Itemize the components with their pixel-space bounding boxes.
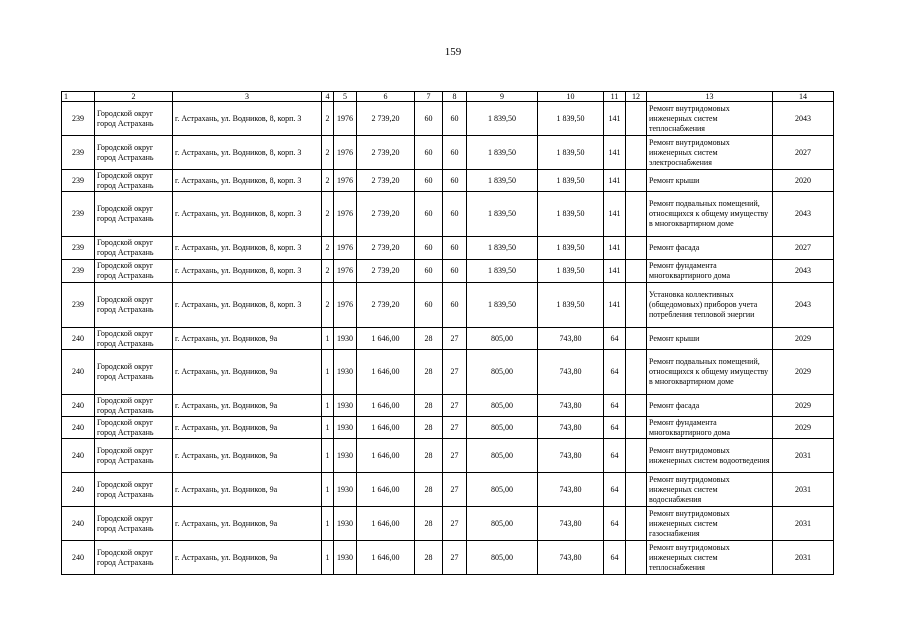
- area-cell: 1 646,00: [357, 473, 415, 507]
- column-8-cell: 60: [443, 260, 467, 283]
- area-cell: 2 739,20: [357, 170, 415, 192]
- column-number: 5: [334, 92, 357, 102]
- floors-cell: 1: [322, 395, 334, 417]
- column-number: 13: [647, 92, 773, 102]
- address-cell: г. Астрахань, ул. Водников, 9а: [173, 473, 322, 507]
- table-row: [62, 395, 834, 417]
- column-12-cell: [626, 283, 647, 328]
- year-cell: 1930: [334, 417, 357, 439]
- column-7-cell: 60: [415, 283, 443, 328]
- table-row: [62, 136, 834, 170]
- municipality-cell: Городской округ город Астрахань: [95, 328, 173, 350]
- year-cell: 1930: [334, 439, 357, 473]
- area-cell: 2 739,20: [357, 102, 415, 136]
- column-10-cell: 1 839,50: [538, 136, 604, 170]
- planned-year-cell: 2029: [773, 395, 834, 417]
- area-cell: 1 646,00: [357, 350, 415, 395]
- column-9-cell: 1 839,50: [467, 260, 538, 283]
- column-11-cell: 141: [604, 237, 626, 260]
- planned-year-cell: 2043: [773, 102, 834, 136]
- column-12-cell: [626, 350, 647, 395]
- column-8-cell: 60: [443, 192, 467, 237]
- column-8-cell: 60: [443, 136, 467, 170]
- municipality-cell: Городской округ город Астрахань: [95, 136, 173, 170]
- column-10-cell: 743,80: [538, 328, 604, 350]
- planned-year-cell: 2043: [773, 192, 834, 237]
- municipality-cell: Городской округ город Астрахань: [95, 439, 173, 473]
- table-row: [62, 170, 834, 192]
- municipality-cell: Городской округ город Астрахань: [95, 170, 173, 192]
- column-11-cell: 64: [604, 350, 626, 395]
- row-number: 240: [62, 417, 95, 439]
- column-7-cell: 28: [415, 541, 443, 575]
- year-cell: 1976: [334, 136, 357, 170]
- column-9-cell: 805,00: [467, 350, 538, 395]
- planned-year-cell: 2043: [773, 283, 834, 328]
- table-row: [62, 260, 834, 283]
- column-9-cell: 1 839,50: [467, 192, 538, 237]
- row-number: 239: [62, 192, 95, 237]
- column-9-cell: 805,00: [467, 507, 538, 541]
- column-12-cell: [626, 507, 647, 541]
- column-7-cell: 28: [415, 328, 443, 350]
- address-cell: г. Астрахань, ул. Водников, 8, корп. 3: [173, 237, 322, 260]
- table-row: [62, 237, 834, 260]
- column-8-cell: 60: [443, 237, 467, 260]
- column-12-cell: [626, 102, 647, 136]
- column-11-cell: 141: [604, 170, 626, 192]
- column-8-cell: 27: [443, 417, 467, 439]
- address-cell: г. Астрахань, ул. Водников, 8, корп. 3: [173, 283, 322, 328]
- work-type-cell: Установка коллективных (общедомовых) приборов учета потребления тепловой энергии: [647, 283, 773, 328]
- column-11-cell: 64: [604, 507, 626, 541]
- column-number: 6: [357, 92, 415, 102]
- floors-cell: 1: [322, 350, 334, 395]
- column-number: 8: [443, 92, 467, 102]
- column-11-cell: 141: [604, 102, 626, 136]
- column-7-cell: 28: [415, 350, 443, 395]
- column-number: 12: [626, 92, 647, 102]
- column-number: 14: [773, 92, 834, 102]
- work-type-cell: Ремонт внутридомовых инженерных систем электроснабжения: [647, 136, 773, 170]
- address-cell: г. Астрахань, ул. Водников, 8, корп. 3: [173, 136, 322, 170]
- column-8-cell: 27: [443, 395, 467, 417]
- work-type-cell: Ремонт крыши: [647, 328, 773, 350]
- year-cell: 1930: [334, 395, 357, 417]
- column-12-cell: [626, 328, 647, 350]
- work-type-cell: Ремонт подвальных помещений, относящихся к общему имуществу в многоквартирном доме: [647, 192, 773, 237]
- table-row: [62, 473, 834, 507]
- year-cell: 1930: [334, 328, 357, 350]
- floors-cell: 2: [322, 136, 334, 170]
- column-number: 7: [415, 92, 443, 102]
- column-number: 10: [538, 92, 604, 102]
- work-type-cell: Ремонт внутридомовых инженерных систем газоснабжения: [647, 507, 773, 541]
- floors-cell: 2: [322, 260, 334, 283]
- planned-year-cell: 2029: [773, 328, 834, 350]
- column-12-cell: [626, 237, 647, 260]
- year-cell: 1976: [334, 102, 357, 136]
- column-7-cell: 60: [415, 192, 443, 237]
- column-number: 4: [322, 92, 334, 102]
- column-8-cell: 27: [443, 473, 467, 507]
- area-cell: 2 739,20: [357, 260, 415, 283]
- column-number: 9: [467, 92, 538, 102]
- table-row: [62, 507, 834, 541]
- floors-cell: 2: [322, 283, 334, 328]
- row-number: 239: [62, 102, 95, 136]
- column-12-cell: [626, 439, 647, 473]
- address-cell: г. Астрахань, ул. Водников, 9а: [173, 350, 322, 395]
- floors-cell: 1: [322, 439, 334, 473]
- column-10-cell: 743,80: [538, 395, 604, 417]
- planned-year-cell: 2031: [773, 507, 834, 541]
- column-number: 3: [173, 92, 322, 102]
- column-number: 2: [95, 92, 173, 102]
- column-9-cell: 1 839,50: [467, 283, 538, 328]
- year-cell: 1976: [334, 237, 357, 260]
- column-9-cell: 805,00: [467, 541, 538, 575]
- table-row: [62, 102, 834, 136]
- address-cell: г. Астрахань, ул. Водников, 8, корп. 3: [173, 170, 322, 192]
- column-12-cell: [626, 260, 647, 283]
- address-cell: г. Астрахань, ул. Водников, 9а: [173, 439, 322, 473]
- floors-cell: 2: [322, 237, 334, 260]
- municipality-cell: Городской округ город Астрахань: [95, 473, 173, 507]
- address-cell: г. Астрахань, ул. Водников, 9а: [173, 417, 322, 439]
- row-number: 239: [62, 283, 95, 328]
- table-row: [62, 541, 834, 575]
- municipality-cell: Городской округ город Астрахань: [95, 102, 173, 136]
- floors-cell: 2: [322, 102, 334, 136]
- column-9-cell: 1 839,50: [467, 102, 538, 136]
- work-type-cell: Ремонт фундамента многоквартирного дома: [647, 260, 773, 283]
- municipality-cell: Городской округ город Астрахань: [95, 507, 173, 541]
- column-9-cell: 805,00: [467, 395, 538, 417]
- column-9-cell: 805,00: [467, 328, 538, 350]
- year-cell: 1930: [334, 473, 357, 507]
- column-7-cell: 28: [415, 395, 443, 417]
- address-cell: г. Астрахань, ул. Водников, 9а: [173, 328, 322, 350]
- column-7-cell: 60: [415, 170, 443, 192]
- floors-cell: 2: [322, 192, 334, 237]
- row-number: 240: [62, 507, 95, 541]
- year-cell: 1976: [334, 192, 357, 237]
- column-12-cell: [626, 192, 647, 237]
- column-10-cell: 743,80: [538, 417, 604, 439]
- column-7-cell: 60: [415, 102, 443, 136]
- column-10-cell: 743,80: [538, 541, 604, 575]
- column-12-cell: [626, 541, 647, 575]
- area-cell: 1 646,00: [357, 395, 415, 417]
- table-row: [62, 328, 834, 350]
- column-8-cell: 60: [443, 102, 467, 136]
- address-cell: г. Астрахань, ул. Водников, 9а: [173, 507, 322, 541]
- column-8-cell: 27: [443, 328, 467, 350]
- row-number: 240: [62, 473, 95, 507]
- column-8-cell: 27: [443, 507, 467, 541]
- area-cell: 2 739,20: [357, 283, 415, 328]
- row-number: 240: [62, 541, 95, 575]
- column-7-cell: 28: [415, 507, 443, 541]
- planned-year-cell: 2031: [773, 473, 834, 507]
- municipality-cell: Городской округ город Астрахань: [95, 417, 173, 439]
- column-10-cell: 743,80: [538, 473, 604, 507]
- work-type-cell: Ремонт фасада: [647, 395, 773, 417]
- row-number: 239: [62, 260, 95, 283]
- column-11-cell: 141: [604, 283, 626, 328]
- column-8-cell: 60: [443, 283, 467, 328]
- floors-cell: 1: [322, 541, 334, 575]
- column-12-cell: [626, 417, 647, 439]
- column-11-cell: 141: [604, 136, 626, 170]
- floors-cell: 1: [322, 473, 334, 507]
- capital-repair-table: [61, 91, 834, 575]
- column-9-cell: 1 839,50: [467, 170, 538, 192]
- column-12-cell: [626, 136, 647, 170]
- work-type-cell: Ремонт внутридомовых инженерных систем теплоснабжения: [647, 541, 773, 575]
- column-10-cell: 1 839,50: [538, 283, 604, 328]
- floors-cell: 1: [322, 417, 334, 439]
- column-12-cell: [626, 473, 647, 507]
- planned-year-cell: 2029: [773, 417, 834, 439]
- column-11-cell: 64: [604, 417, 626, 439]
- year-cell: 1976: [334, 283, 357, 328]
- municipality-cell: Городской округ город Астрахань: [95, 192, 173, 237]
- column-7-cell: 60: [415, 136, 443, 170]
- municipality-cell: Городской округ город Астрахань: [95, 395, 173, 417]
- column-11-cell: 141: [604, 260, 626, 283]
- column-8-cell: 27: [443, 541, 467, 575]
- column-10-cell: 743,80: [538, 439, 604, 473]
- address-cell: г. Астрахань, ул. Водников, 8, корп. 3: [173, 260, 322, 283]
- column-9-cell: 1 839,50: [467, 237, 538, 260]
- year-cell: 1930: [334, 507, 357, 541]
- area-cell: 1 646,00: [357, 328, 415, 350]
- column-12-cell: [626, 170, 647, 192]
- column-10-cell: 1 839,50: [538, 170, 604, 192]
- column-11-cell: 64: [604, 541, 626, 575]
- municipality-cell: Городской округ город Астрахань: [95, 541, 173, 575]
- column-8-cell: 60: [443, 170, 467, 192]
- address-cell: г. Астрахань, ул. Водников, 8, корп. 3: [173, 102, 322, 136]
- area-cell: 1 646,00: [357, 541, 415, 575]
- column-number: 1: [62, 92, 95, 102]
- planned-year-cell: 2027: [773, 136, 834, 170]
- planned-year-cell: 2029: [773, 350, 834, 395]
- column-number: 11: [604, 92, 626, 102]
- column-10-cell: 1 839,50: [538, 102, 604, 136]
- planned-year-cell: 2031: [773, 439, 834, 473]
- column-9-cell: 1 839,50: [467, 136, 538, 170]
- column-10-cell: 743,80: [538, 350, 604, 395]
- table-row: [62, 417, 834, 439]
- planned-year-cell: 2043: [773, 260, 834, 283]
- municipality-cell: Городской округ город Астрахань: [95, 237, 173, 260]
- row-number: 240: [62, 328, 95, 350]
- work-type-cell: Ремонт внутридомовых инженерных систем водоснабжения: [647, 473, 773, 507]
- column-11-cell: 64: [604, 439, 626, 473]
- area-cell: 1 646,00: [357, 439, 415, 473]
- column-7-cell: 28: [415, 439, 443, 473]
- work-type-cell: Ремонт внутридомовых инженерных систем теплоснабжения: [647, 102, 773, 136]
- address-cell: г. Астрахань, ул. Водников, 9а: [173, 395, 322, 417]
- year-cell: 1976: [334, 260, 357, 283]
- row-number: 240: [62, 350, 95, 395]
- column-11-cell: 64: [604, 473, 626, 507]
- address-cell: г. Астрахань, ул. Водников, 8, корп. 3: [173, 192, 322, 237]
- row-number: 240: [62, 439, 95, 473]
- column-number-row: [62, 92, 834, 102]
- column-8-cell: 27: [443, 350, 467, 395]
- floors-cell: 1: [322, 507, 334, 541]
- column-7-cell: 60: [415, 237, 443, 260]
- work-type-cell: Ремонт крыши: [647, 170, 773, 192]
- column-10-cell: 1 839,50: [538, 260, 604, 283]
- planned-year-cell: 2020: [773, 170, 834, 192]
- column-9-cell: 805,00: [467, 473, 538, 507]
- column-9-cell: 805,00: [467, 439, 538, 473]
- municipality-cell: Городской округ город Астрахань: [95, 283, 173, 328]
- table-row: [62, 192, 834, 237]
- column-12-cell: [626, 395, 647, 417]
- table-row: [62, 350, 834, 395]
- column-10-cell: 743,80: [538, 507, 604, 541]
- row-number: 239: [62, 170, 95, 192]
- floors-cell: 2: [322, 170, 334, 192]
- municipality-cell: Городской округ город Астрахань: [95, 350, 173, 395]
- column-11-cell: 64: [604, 395, 626, 417]
- work-type-cell: Ремонт фасада: [647, 237, 773, 260]
- floors-cell: 1: [322, 328, 334, 350]
- area-cell: 2 739,20: [357, 136, 415, 170]
- column-10-cell: 1 839,50: [538, 192, 604, 237]
- row-number: 239: [62, 136, 95, 170]
- work-type-cell: Ремонт подвальных помещений, относящихся к общему имуществу в многоквартирном доме: [647, 350, 773, 395]
- column-11-cell: 64: [604, 328, 626, 350]
- planned-year-cell: 2027: [773, 237, 834, 260]
- column-9-cell: 805,00: [467, 417, 538, 439]
- year-cell: 1976: [334, 170, 357, 192]
- page-number: 159: [444, 46, 462, 58]
- table-row: [62, 439, 834, 473]
- planned-year-cell: 2031: [773, 541, 834, 575]
- area-cell: 1 646,00: [357, 417, 415, 439]
- column-8-cell: 27: [443, 439, 467, 473]
- column-10-cell: 1 839,50: [538, 237, 604, 260]
- area-cell: 1 646,00: [357, 507, 415, 541]
- column-11-cell: 141: [604, 192, 626, 237]
- area-cell: 2 739,20: [357, 192, 415, 237]
- work-type-cell: Ремонт внутридомовых инженерных систем водоотведения: [647, 439, 773, 473]
- column-7-cell: 28: [415, 473, 443, 507]
- work-type-cell: Ремонт фундамента многоквартирного дома: [647, 417, 773, 439]
- area-cell: 2 739,20: [357, 237, 415, 260]
- row-number: 240: [62, 395, 95, 417]
- year-cell: 1930: [334, 541, 357, 575]
- row-number: 239: [62, 237, 95, 260]
- column-7-cell: 60: [415, 260, 443, 283]
- column-7-cell: 28: [415, 417, 443, 439]
- year-cell: 1930: [334, 350, 357, 395]
- address-cell: г. Астрахань, ул. Водников, 9а: [173, 541, 322, 575]
- municipality-cell: Городской округ город Астрахань: [95, 260, 173, 283]
- table-row: [62, 283, 834, 328]
